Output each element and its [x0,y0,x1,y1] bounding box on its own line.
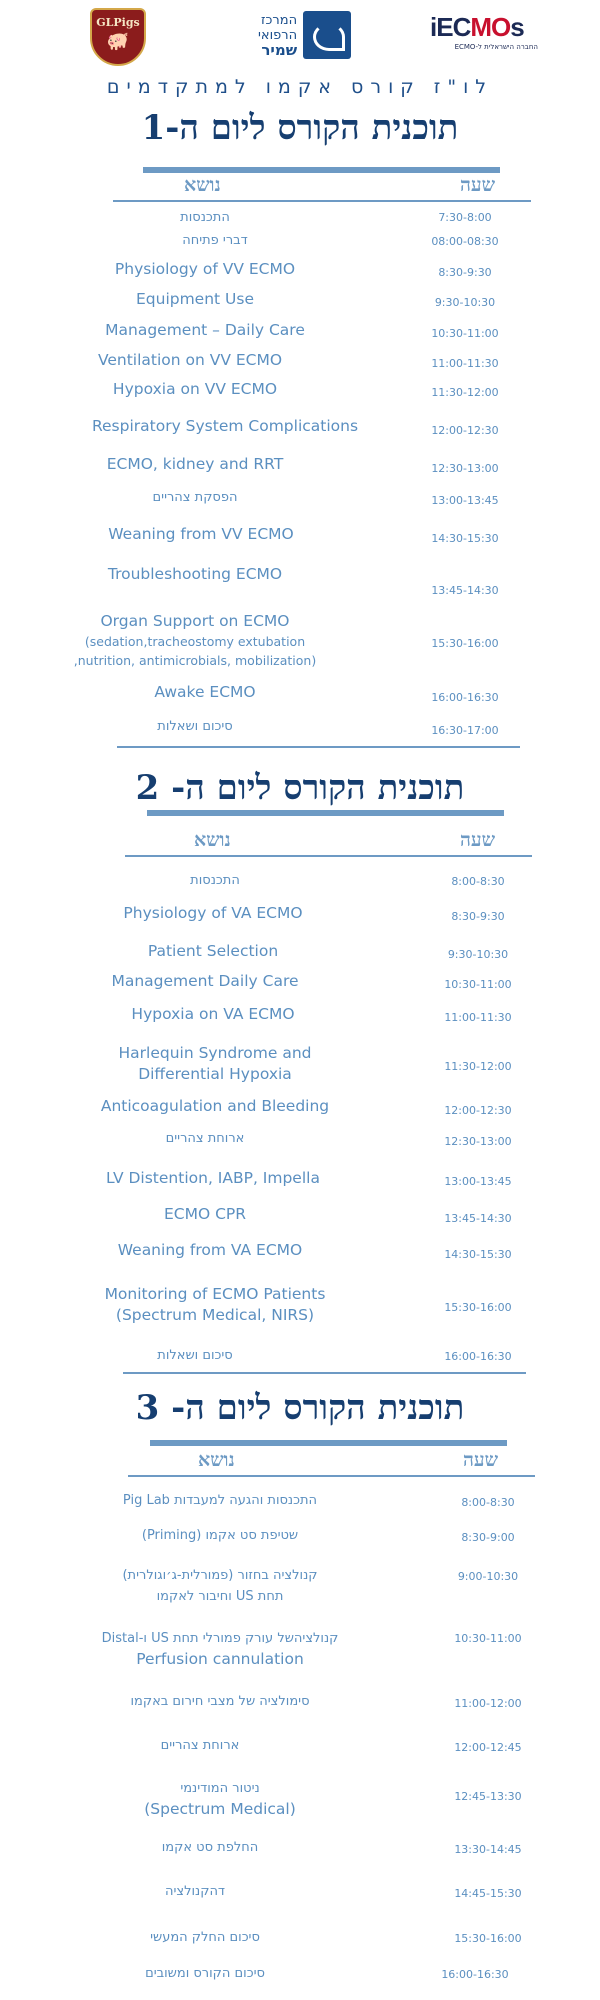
glpigs-logo [90,8,146,66]
day3-row-topic: שטיפת סט אקמו (Priming) [141,1528,299,1543]
day3-title: תוכנית הקורס ליום ה- 3 [135,1388,465,1428]
day2-row-time: 9:30-10:30 [447,948,509,961]
day2-row-topic: Anticoagulation and Bleeding [100,1097,330,1115]
day1-row-time: 11:00-11:30 [431,357,499,370]
day2-header-rule [125,855,532,857]
course-subtitle: לו"ז קורס אקמו למתקדמים [106,76,494,98]
day1-row-topic: ECMO, kidney and RRT [106,455,284,473]
day2-row-time: 13:45-14:30 [444,1212,512,1225]
day3-row-topic: קנולציהשל עורק פמורלי תחת US ו-Distal [101,1631,339,1646]
day1-row-topic: Troubleshooting ECMO [107,565,283,583]
day1-row-time: 12:00-12:30 [431,424,499,437]
day3-row-topic-sub: תחת US וחיבור לאקמו [156,1589,284,1604]
day1-row-topic: Physiology of VV ECMO [114,260,296,278]
day1-row-time: 10:30-11:00 [431,327,499,340]
day1-bottom-rule [117,746,520,748]
shamir-logo-line1: המרכז [261,12,298,28]
day1-row-topic: התכנסות [180,210,230,225]
iecmo-name-b: MO [470,12,511,42]
day2-row-time: 13:00-13:45 [444,1175,512,1188]
day2-row-time: 10:30-11:00 [444,978,512,991]
day1-row-time: 13:45-14:30 [431,584,499,597]
day1-row-time: 16:00-16:30 [431,691,499,704]
day2-topic-header: נושא [194,829,231,851]
day3-row-topic: התכנסות והגעה למעבדות Pig Lab [122,1493,318,1508]
shamir-logo-line3: שמיר [261,40,298,59]
day3-row-topic: סימולציה של מצבי חירום באקמו [130,1694,310,1709]
day1-row-topic: Weaning from VV ECMO [108,525,294,543]
day2-row-time: 14:30-15:30 [444,1248,512,1261]
day1-row-topic: Hypoxia on VV ECMO [112,380,278,398]
iecmo-name-a: iEC [430,12,471,42]
day2-row-topic: Monitoring of ECMO Patients [104,1285,326,1303]
day3-row-time: 13:30-14:45 [454,1843,522,1856]
day3-row-topic: ניטור המודינמי [180,1781,260,1796]
shamir-mark-icon [303,11,351,59]
day1-row-time: 08:00-08:30 [431,235,499,248]
day2-row-time: 12:30-13:00 [444,1135,512,1148]
day3-row-topic: החלפת סט אקמו [161,1840,259,1855]
day1-row-time: 12:30-13:00 [431,462,499,475]
day2-row-topic: Hypoxia on VA ECMO [131,1005,295,1023]
day3-title-bar [150,1440,507,1446]
day2-row-time: 11:30-12:00 [444,1060,512,1073]
day1-title: תוכנית הקורס ליום ה-1 [141,108,459,148]
day1-topic-header: נושא [184,174,221,196]
day1-row-topic: Organ Support on ECMO [100,612,290,630]
shamir-logo-line2: הרפואי [258,27,298,43]
day2-row-topic: סיכום ושאלות [157,1348,233,1363]
day1-time-header: שעה [460,174,496,196]
day3-row-time: 8:30-9:00 [461,1531,515,1544]
day2-row-topic: Physiology of VA ECMO [123,904,303,922]
day3-row-topic: ארוחת צהריים [160,1738,240,1753]
day3-time-header: שעה [463,1449,499,1471]
day1-row-topic-sub: (sedation,tracheostomy extubation [84,634,306,649]
day2-row-time: 16:00-16:30 [444,1350,512,1363]
day2-row-topic-sub: Differential Hypoxia [138,1065,292,1083]
logo-bar [0,0,600,68]
day3-row-time: 12:00-12:45 [454,1741,522,1754]
day1-row-topic: הפסקת צהריים [152,490,238,505]
day1-row-topic: Ventilation on VV ECMO [97,351,283,369]
day3-row-time: 9:00-10:30 [457,1570,519,1583]
day1-row-time: 14:30-15:30 [431,532,499,545]
iecmo-name-c: s [510,12,524,42]
day2-row-time: 8:30-9:30 [451,910,505,923]
day3-row-topic: סיכום החלק המעשי [150,1930,260,1945]
day3-row-topic: קנולציה בחזור (פמורלית-ג׳וגולרית) [122,1568,318,1583]
day2-row-time: 15:30-16:00 [444,1301,512,1314]
day2-title: תוכנית הקורס ליום ה- 2 [135,768,465,808]
day2-row-time: 8:00-8:30 [451,875,505,888]
day1-row-time: 15:30-16:00 [431,637,499,650]
day1-row-topic: Respiratory System Complications [91,417,359,435]
day2-row-topic-sub: (Spectrum Medical, NIRS) [115,1306,315,1324]
day2-row-topic: Management Daily Care [111,972,299,990]
glpigs-logo-text: GLPigs [96,16,140,29]
day3-topic-header: נושא [198,1449,235,1471]
day1-title-bar [143,167,500,173]
day1-row-time: 11:30-12:00 [431,386,499,399]
day1-row-topic: Awake ECMO [154,683,256,701]
day2-row-topic: ארוחת צהריים [165,1131,245,1146]
day2-row-topic: התכנסות [190,873,240,888]
day2-row-topic: Patient Selection [147,942,279,960]
day2-row-topic: Harlequin Syndrome and [118,1044,312,1062]
day3-row-time: 11:00-12:00 [454,1697,522,1710]
day1-row-time: 16:30-17:00 [431,724,499,737]
day2-row-time: 11:00-11:30 [444,1011,512,1024]
day3-row-time: 15:30-16:00 [454,1932,522,1945]
day2-title-bar [147,810,504,816]
day2-row-time: 12:00-12:30 [444,1104,512,1117]
day3-row-time: 12:45-13:30 [454,1790,522,1803]
day2-bottom-rule [123,1372,526,1374]
shamir-medical-center-logo [258,10,370,60]
day2-row-topic: LV Distention, IABP, Impella [106,1169,320,1187]
day3-row-topic: דהקנולציה [164,1884,226,1899]
iecmo-subtitle: החברה הישראלית ל-ECMO [454,43,538,51]
day3-row-topic-sub: (Spectrum Medical) [144,1800,296,1818]
day1-row-topic: Management – Daily Care [105,321,305,339]
day1-row-time: 13:00-13:45 [431,494,499,507]
day1-row-topic-sub: ,nutrition, antimicrobials, mobilization) [73,653,317,668]
day1-row-time: 8:30-9:30 [438,266,492,279]
day3-row-time: 14:45-15:30 [454,1887,522,1900]
day3-row-time: 16:00-16:30 [441,1968,509,1981]
day1-row-topic: סיכום ושאלות [157,719,233,734]
day3-row-topic-sub: Perfusion cannulation [136,1650,304,1668]
day2-row-topic: ECMO CPR [163,1205,247,1223]
day3-row-time: 8:00-8:30 [461,1496,515,1509]
day1-row-topic: Equipment Use [135,290,255,308]
day1-row-topic: דברי פתיחה [182,233,248,248]
day3-row-topic: סיכום הקורס ומשובים [145,1966,265,1981]
day2-row-topic: Weaning from VA ECMO [117,1241,303,1259]
day3-row-time: 10:30-11:00 [454,1632,522,1645]
day1-header-rule [113,200,531,202]
day2-time-header: שעה [460,829,496,851]
iecmo-logo [430,12,538,62]
day3-header-rule [128,1475,535,1477]
pig-icon: 🐖 [106,31,130,52]
day1-row-time: 7:30-8:00 [438,211,492,224]
day1-row-time: 9:30-10:30 [434,296,496,309]
